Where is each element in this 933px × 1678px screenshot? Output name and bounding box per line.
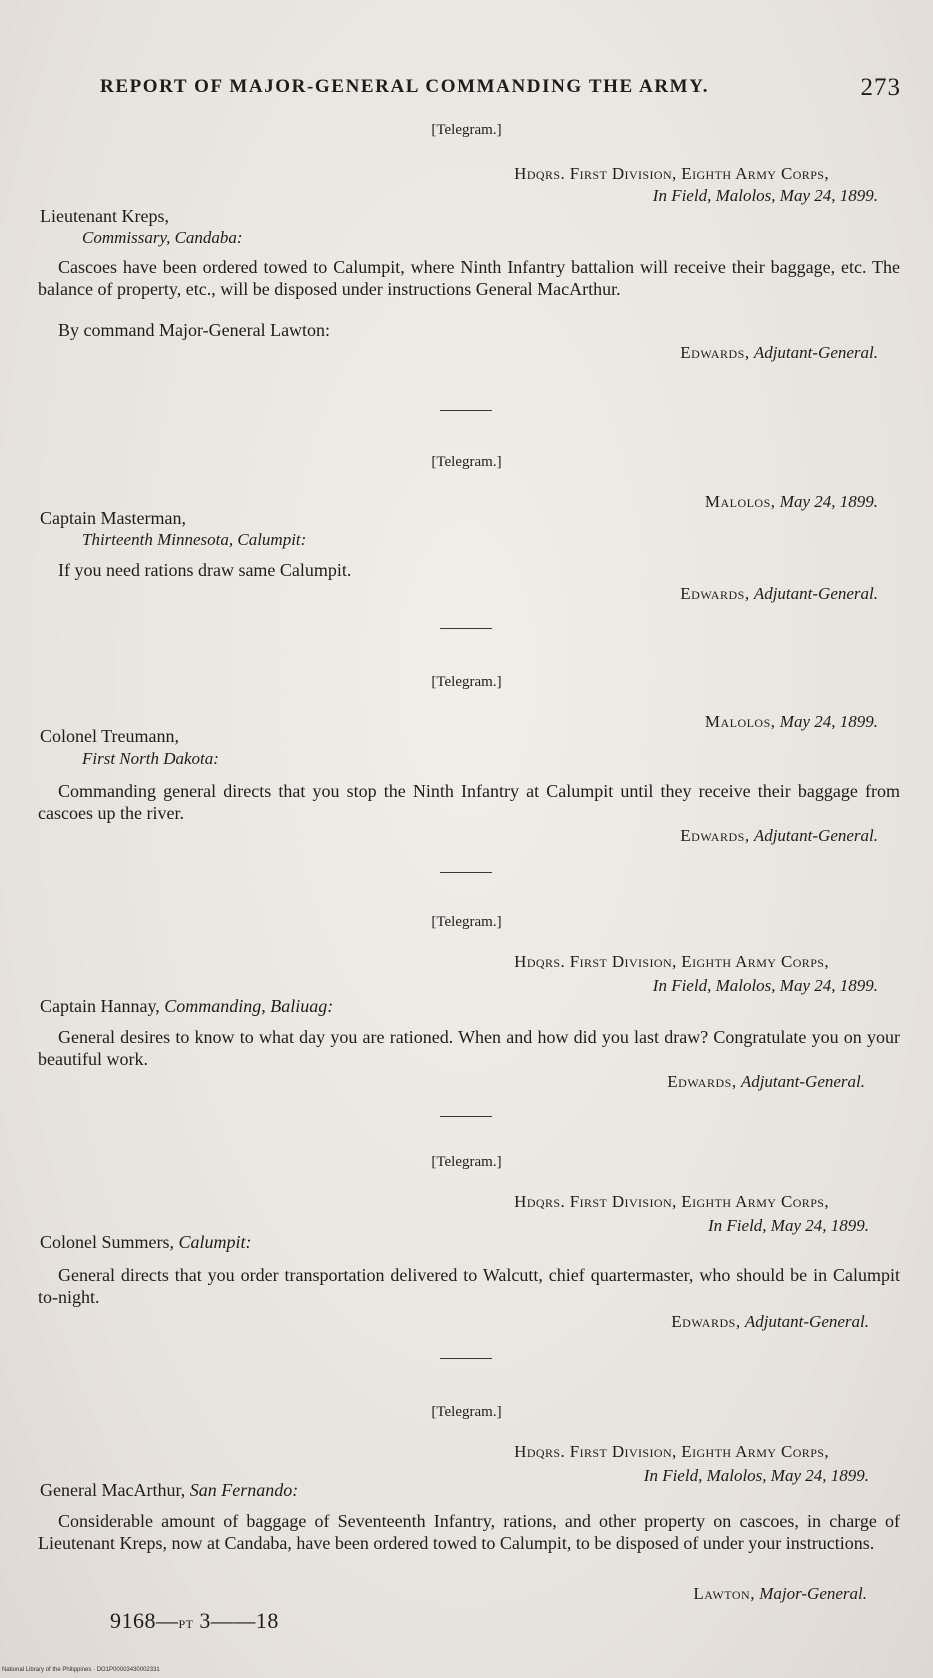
recipient-detail: Calumpit: [178, 1232, 252, 1252]
signature-title: Adjutant-General. [753, 826, 878, 845]
header-title: REPORT OF MAJOR-GENERAL COMMANDING THE ARMY. [100, 76, 710, 97]
signature-title: Adjutant-General. [753, 584, 878, 603]
signature [693, 1584, 867, 1604]
recipient-name: General MacArthur, [40, 1480, 186, 1500]
signature-name: Lawton, [693, 1584, 755, 1603]
telegram-label: [Telegram.] [431, 674, 502, 690]
recipient-name: Lieutenant Kreps, [40, 206, 169, 226]
running-header [100, 76, 900, 98]
telegram-label: [Telegram.] [431, 1404, 502, 1420]
telegram-label: [Telegram.] [431, 454, 502, 470]
recipient-detail: Commanding, Baliuag: [164, 996, 334, 1016]
telegram-body: If you need rations draw same Calumpit. [58, 560, 352, 580]
recipient [40, 996, 333, 1017]
signature-name: Edwards, [671, 1312, 741, 1331]
telegram-body: Commanding general directs that you stop the Ninth Infantry at Calumpit until they receive their baggage from cascoes up the river. [38, 781, 900, 823]
recipient-name: Captain Hannay, [40, 996, 160, 1016]
recipient-detail: San Fernando: [189, 1480, 299, 1500]
divider-rule [440, 1116, 492, 1117]
recipient-name: Captain Masterman, [40, 508, 186, 528]
footer-number: 9168— [110, 1608, 179, 1633]
origin-line [705, 712, 878, 732]
origin-place: Malolos, [704, 492, 776, 511]
signature-title: Adjutant-General. [753, 343, 878, 362]
origin-line: Hdqrs. First Division, Eighth Army Corps, [514, 1442, 829, 1461]
origin-date: May 24, 1899. [779, 712, 878, 731]
signature-name: Edwards, [680, 826, 750, 845]
signature [667, 1072, 865, 1092]
origin-line [705, 492, 878, 512]
origin-line: Hdqrs. First Division, Eighth Army Corps, [514, 164, 829, 183]
library-stamp: National Library of the Philippines · DO1P00003430002331 [2, 1667, 160, 1673]
command-line: By command Major-General Lawton: [58, 320, 331, 340]
signature [680, 343, 878, 363]
recipient-detail: Commissary, Candaba: [82, 228, 243, 247]
recipient [40, 1480, 298, 1501]
signature [671, 1312, 869, 1332]
recipient [40, 1232, 252, 1253]
origin-line: Hdqrs. First Division, Eighth Army Corps, [514, 1192, 829, 1211]
recipient-name: Colonel Summers, [40, 1232, 174, 1252]
origin-date-line: In Field, May 24, 1899. [708, 1216, 869, 1235]
divider-rule [440, 410, 492, 411]
signature-title: Major-General. [759, 1584, 867, 1603]
telegram-label: [Telegram.] [431, 122, 502, 138]
recipient-detail: First North Dakota: [82, 749, 219, 768]
signature-title: Adjutant-General. [740, 1072, 865, 1091]
telegram-body: Considerable amount of baggage of Seventeenth Infantry, rations, and other property on cascoes, in charge of Lieutenant Kreps, now at Candaba, have been ordered towed to Calumpit, to be disposed of under your instructions. [38, 1511, 900, 1553]
origin-date-line: In Field, Malolos, May 24, 1899. [643, 1466, 869, 1485]
signature [680, 826, 878, 846]
telegram-label: [Telegram.] [431, 914, 502, 930]
origin-date-line: In Field, Malolos, May 24, 1899. [652, 976, 878, 995]
signature-name: Edwards, [680, 343, 750, 362]
footer-part-number: 3——18 [193, 1608, 279, 1633]
telegram-body: General desires to know to what day you are rationed. When and how did you last draw? Congratulate you on your beautiful work. [38, 1027, 900, 1069]
signature-title: Adjutant-General. [744, 1312, 869, 1331]
telegram-body: Cascoes have been ordered towed to Calumpit, where Ninth Infantry battalion will receive their baggage, etc. The balance of property, etc., will be disposed under instructions General MacArthur. [38, 257, 900, 299]
divider-rule [440, 1358, 492, 1359]
signature-mark [110, 1608, 279, 1634]
page-number: 273 [860, 74, 901, 101]
signature-name: Edwards, [667, 1072, 737, 1091]
origin-date: May 24, 1899. [779, 492, 878, 511]
recipient-detail: Thirteenth Minnesota, Calumpit: [82, 530, 307, 549]
telegram-body: General directs that you order transportation delivered to Walcutt, chief quartermaster, who should be in Calumpit to-night. [38, 1265, 900, 1307]
origin-date-line: In Field, Malolos, May 24, 1899. [652, 186, 878, 205]
divider-rule [440, 872, 492, 873]
origin-place: Malolos, [704, 712, 776, 731]
origin-line: Hdqrs. First Division, Eighth Army Corps, [514, 952, 829, 971]
signature [680, 584, 878, 604]
telegram-label: [Telegram.] [431, 1154, 502, 1170]
signature-name: Edwards, [680, 584, 750, 603]
divider-rule [440, 628, 492, 629]
footer-part: pt [178, 1613, 194, 1632]
recipient-name: Colonel Treumann, [40, 726, 180, 746]
